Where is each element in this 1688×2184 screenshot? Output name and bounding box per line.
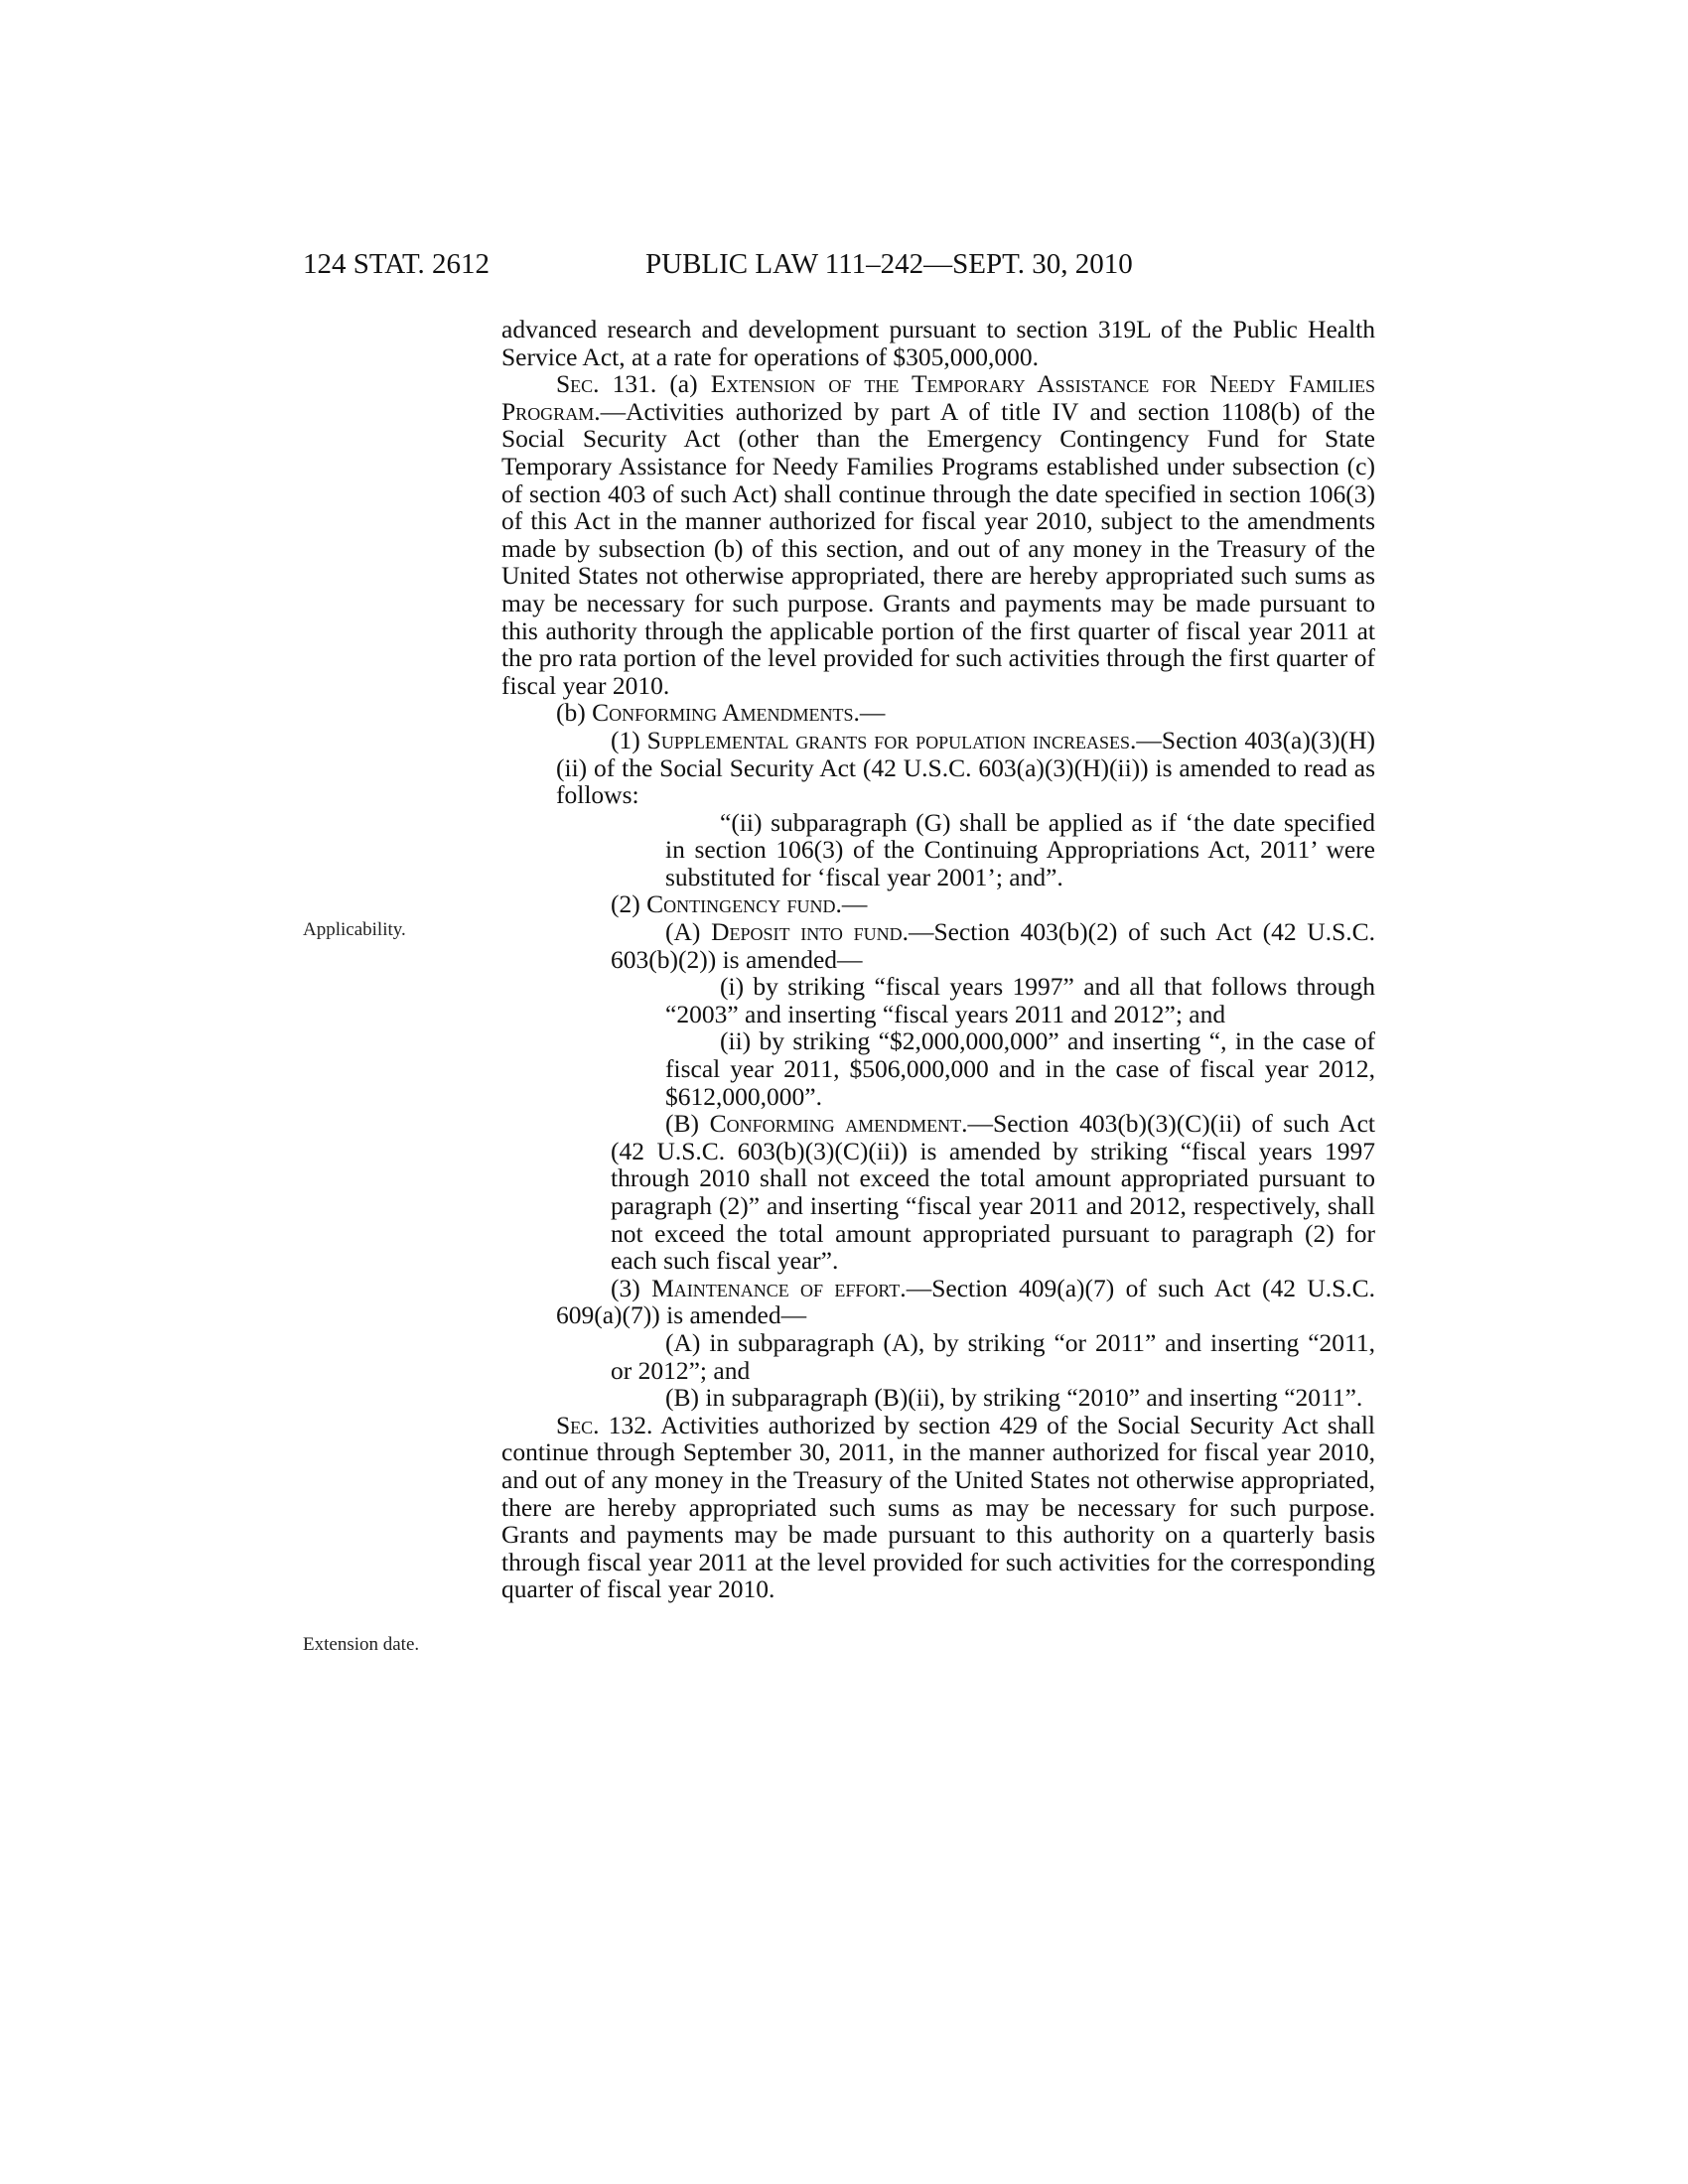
paragraph-1-prefix: (1): [611, 725, 640, 754]
subparagraph-3a: (A) in subparagraph (A), by striking “or 2011” and inserting “2011, or 2012”; and: [611, 1327, 1375, 1385]
sec-131-b-heading: Conforming Amendments.: [592, 698, 860, 728]
sec-131-b-paragraph: [501, 699, 1375, 727]
paragraph-1-quoted-text: “(ii) subparagraph (G) shall be applied as if ‘the date specified in section 106(3) of the Continuing Appropriations Act, 2011’ were substituted for ‘fiscal year 2001’; and”.: [665, 807, 1375, 891]
margin-note-extension-date: Extension date.: [303, 1634, 420, 1655]
subparagraph-2b-heading: Conforming amendment.: [709, 1109, 968, 1139]
clause-2a-i: (i) by striking “fiscal years 1997” and all that follows through “2003” and inserting “fiscal years 2011 and 2012”; and: [665, 972, 1375, 1028]
stat-page-number: 124 STAT. 2612: [303, 248, 491, 280]
sec-131-a-prefix: (a): [669, 369, 698, 399]
subparagraph-2b-text: —Section 403(b)(3)(C)(ii) of such Act (42 U.S.C. 603(b)(3)(C)(ii)) is amended by striking “fiscal years 1997 through 2010 shall not exceed the total amount appropriated pursuant to paragraph (2)” and inserting “fiscal year 2011 and 2012, respectively, shall not exceed the total amount appropriated pursuant to paragraph (2) for each such fiscal year”.: [611, 1109, 1375, 1276]
sec-131-a-heading: Extension of the Temporary Assistance for Needy Families Program.: [501, 369, 1376, 426]
paragraph-2-dash: —: [841, 889, 868, 919]
sec-131-b-dash: —: [859, 698, 886, 728]
subparagraph-2a: [501, 918, 1375, 973]
subparagraph-2a-heading: Deposit into fund.: [711, 917, 909, 947]
paragraph-3-prefix: (3): [611, 1273, 640, 1302]
paragraph-3: [501, 1275, 1375, 1329]
paragraph-1-heading: Supplemental grants for population increases.: [646, 725, 1137, 754]
paragraph-3-heading: Maintenance of effort.: [651, 1273, 907, 1302]
sec-132-label: Sec. 132.: [556, 1410, 653, 1439]
subparagraph-2a-prefix: (A): [665, 917, 701, 947]
paragraph-2-prefix: (2): [611, 889, 640, 919]
margin-note-applicability: Applicability.: [303, 919, 406, 940]
paragraph-3-text: —Section 409(a)(7) of such Act (42 U.S.C. 609(a)(7)) is amended—: [556, 1273, 1376, 1330]
sec-131-b-prefix: (b): [556, 698, 586, 728]
intro-paragraph: advanced research and development pursuant to section 319L of the Public Health Service Act, at a rate for operations of $305,000,000.: [501, 315, 1375, 371]
subparagraph-3b: (B) in subparagraph (B)(ii), by striking “2010” and inserting “2011”.: [665, 1383, 1363, 1413]
subparagraph-2a-text: —Section 403(b)(2) of such Act (42 U.S.C. 603(b)(2)) is amended—: [611, 917, 1376, 974]
sec-132-text: Activities authorized by section 429 of the Social Security Act shall continue through September 30, 2011, in the manner authorized for fiscal year 2010, and out of any money in the Treasury of the United States not otherwise appropriated, there are hereby appropriated such sums as may be necessary for such purpose. Grants and payments may be made pursuant to this authority on a quarterly basis through fiscal year 2011 at the level provided for such activities for the corresponding quarter of fiscal year 2010.: [501, 1410, 1375, 1604]
paragraph-2: [501, 890, 1375, 918]
law-title: PUBLIC LAW 111–242—SEPT. 30, 2010: [645, 248, 1133, 280]
document-body: [501, 316, 1375, 1603]
sec-132-paragraph: [501, 1412, 1375, 1603]
clause-2a-ii: (ii) by striking “$2,000,000,000” and inserting “, in the case of fiscal year 2011, $506,000,000 and in the case of fiscal year 2012, $612,000,000”.: [665, 1026, 1375, 1111]
subparagraph-2b: [501, 1110, 1375, 1275]
sec-131-label: Sec. 131.: [556, 369, 657, 399]
paragraph-2-heading: Contingency fund.: [646, 889, 842, 919]
paragraph-1: [501, 727, 1375, 809]
subparagraph-2b-prefix: (B): [665, 1109, 699, 1139]
paragraph-1-text: —Section 403(a)(3)(H)(ii) of the Social Security Act (42 U.S.C. 603(a)(3)(H)(ii)) is amended to read as follows:: [556, 725, 1375, 810]
page-header: [303, 248, 1226, 288]
sec-131-a-paragraph: [501, 370, 1375, 699]
sec-131-a-text: —Activities authorized by part A of title IV and section 1108(b) of the Social Security Act (other than the Emergency Contingency Fund for State Temporary Assistance for Needy Families Programs established under subsection (c) of section 403 of such Act) shall continue through the date specified in section 106(3) of this Act in the manner authorized for fiscal year 2010, subject to the amendments made by subsection (b) of this section, and out of any money in the Treasury of the United States not otherwise appropriated, there are hereby appropriated such sums as may be necessary for such purpose. Grants and payments may be made pursuant to this authority through the applicable portion of the first quarter of fiscal year 2011 at the pro rata portion of the level provided for such activities through the first quarter of fiscal year 2010.: [501, 396, 1375, 700]
